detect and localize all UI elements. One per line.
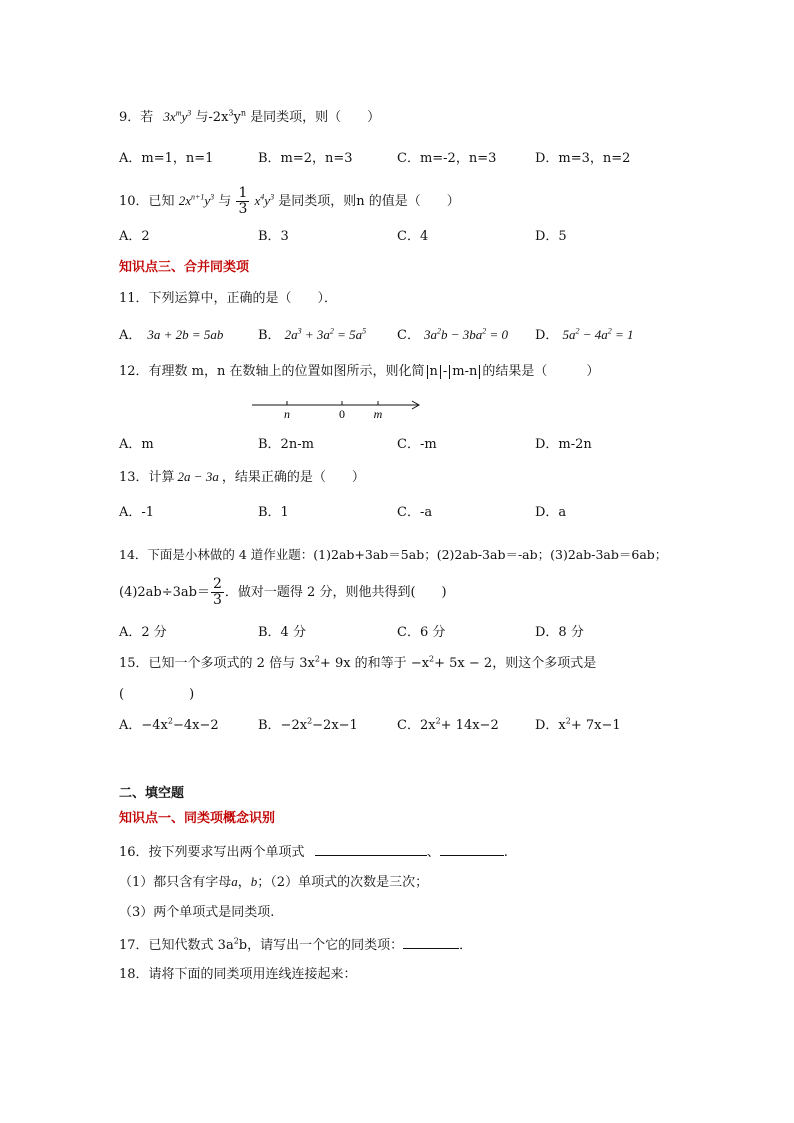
q14-fraction: $\frac{2}{3}$ [213, 576, 222, 608]
q10-term1: $2x^{n+1}y^3$ [178, 192, 215, 208]
q14-option-a: A．2 分 [119, 625, 167, 640]
q15-option-b: B．$-2x^2-2x-1$ [258, 716, 358, 733]
q16-answer-blank-2[interactable] [440, 843, 504, 856]
q13-option-c: C．-a [397, 505, 433, 520]
q11-option-c: C． $3a^2b - 3ba^2 = 0$ [397, 326, 509, 343]
question-9 [119, 108, 380, 127]
number-line-figure [250, 395, 430, 425]
q15-option-a: A．$-4x^2-4x-2$ [119, 716, 219, 733]
q10-suffix-b: 的值是（ ） [368, 194, 460, 209]
q14-option-b: B．4 分 [258, 625, 306, 640]
q14-option-c: C．6 分 [397, 625, 446, 640]
label-n: n [284, 407, 290, 421]
q14-option-d: D．8 分 [535, 625, 584, 640]
question-12: 12．有理数 m，n 在数轴上的位置如图所示，则化简 n - m-n 的结果是（ ） [119, 364, 600, 379]
label-zero: 0 [339, 407, 345, 421]
question-14-line-2: (4)2ab÷3ab＝ $\frac{2}{3}$ ．做对一题得 2 分，则他共得到( ) [119, 576, 447, 608]
q10-prefix: 10．已知 [119, 194, 175, 209]
q10-option-d: D．5 [535, 229, 567, 244]
q11-option-d: D． $5a^2 - 4a^2 = 1$ [535, 326, 634, 343]
section-2-heading: 二、填空题 [119, 786, 185, 801]
q10-term2: $x^4y^3$ [254, 192, 275, 208]
knowledge-point-3-heading: 知识点三、合并同类项 [119, 260, 250, 275]
q11-option-b: B． $2a^3 + 3a^2 = 5a^5$ [258, 326, 367, 343]
q12-option-b: B．2n-m [258, 437, 314, 452]
question-11: 11．下列运算中，正确的是（ ）． [119, 291, 338, 306]
q9-option-a: A．m=1，n=1 [119, 151, 214, 166]
q10-suffix-a: 是同类项，则 [278, 194, 357, 209]
question-16: 16．按下列要求写出两个单项式 、 . [119, 845, 508, 860]
q9-option-b: B．m=2，n=3 [258, 151, 353, 166]
q12-option-a: A．m [119, 437, 154, 452]
q10-option-a: A．2 [119, 229, 150, 244]
q10-option-b: B．3 [258, 229, 289, 244]
question-13: 13．计算 2a − 3a ，结果正确的是（ ） [119, 469, 365, 485]
q16-requirement-1-2: （1）都只含有字母a，b；（2）单项式的次数是三次； [119, 874, 429, 890]
q9-option-c: C．m=-2，n=3 [397, 151, 497, 166]
q16-answer-blank-1[interactable] [315, 843, 427, 856]
q9-term1: $3x^my^3$ [163, 108, 192, 124]
q10-var: n [356, 194, 365, 209]
question-17: 17．已知代数式 $3a^2b$，请写出一个它的同类项： ． [119, 936, 473, 953]
q17-answer-blank[interactable] [403, 936, 459, 949]
q15-option-d: D．$x^2+ 7x-1$ [535, 716, 621, 733]
q13-option-a: A．-1 [119, 505, 155, 520]
knowledge-point-1-heading: 知识点一、同类项概念识别 [119, 811, 276, 826]
question-18: 18．请将下面的同类项用连线连接起来： [119, 967, 357, 982]
q9-suffix: 是同类项，则（ ） [250, 110, 381, 125]
question-15-line-1: 15．已知一个多项式的 2 倍与 $3x^2+ 9x$ 的和等于 $-x^2+ 5x - 2$，则这个多项式是 [119, 654, 597, 671]
q10-fraction: $\frac{1}{3}$ [238, 185, 248, 217]
q16-requirement-3: （3）两个单项式是同类项. [119, 905, 275, 920]
q11-option-a: A． 3a + 2b = 5ab [119, 327, 224, 343]
q10-option-c: C．4 [397, 229, 429, 244]
q9-option-d: D．m=3，n=2 [535, 151, 631, 166]
label-m: m [373, 407, 383, 421]
q9-prefix: 9．若 [119, 110, 154, 125]
q9-term2: 与$-2x^3y^n$ [195, 108, 247, 125]
question-15-line-2: ( ) [119, 687, 195, 702]
q15-option-c: C．$2x^2+ 14x-2$ [397, 716, 499, 733]
q12-option-d: D．m-2n [535, 437, 592, 452]
q12-option-c: C．-m [397, 437, 437, 452]
q13-option-b: B．1 [258, 505, 289, 520]
question-10 [119, 186, 460, 217]
question-14-line-1: 14．下面是小林做的 4 道作业题：(1)2ab+3ab＝5ab；(2)2ab-3ab＝-ab；(3)2ab-3ab＝6ab； [119, 547, 668, 562]
q13-option-d: D．a [535, 505, 567, 520]
q10-connector: 与 [218, 194, 232, 209]
